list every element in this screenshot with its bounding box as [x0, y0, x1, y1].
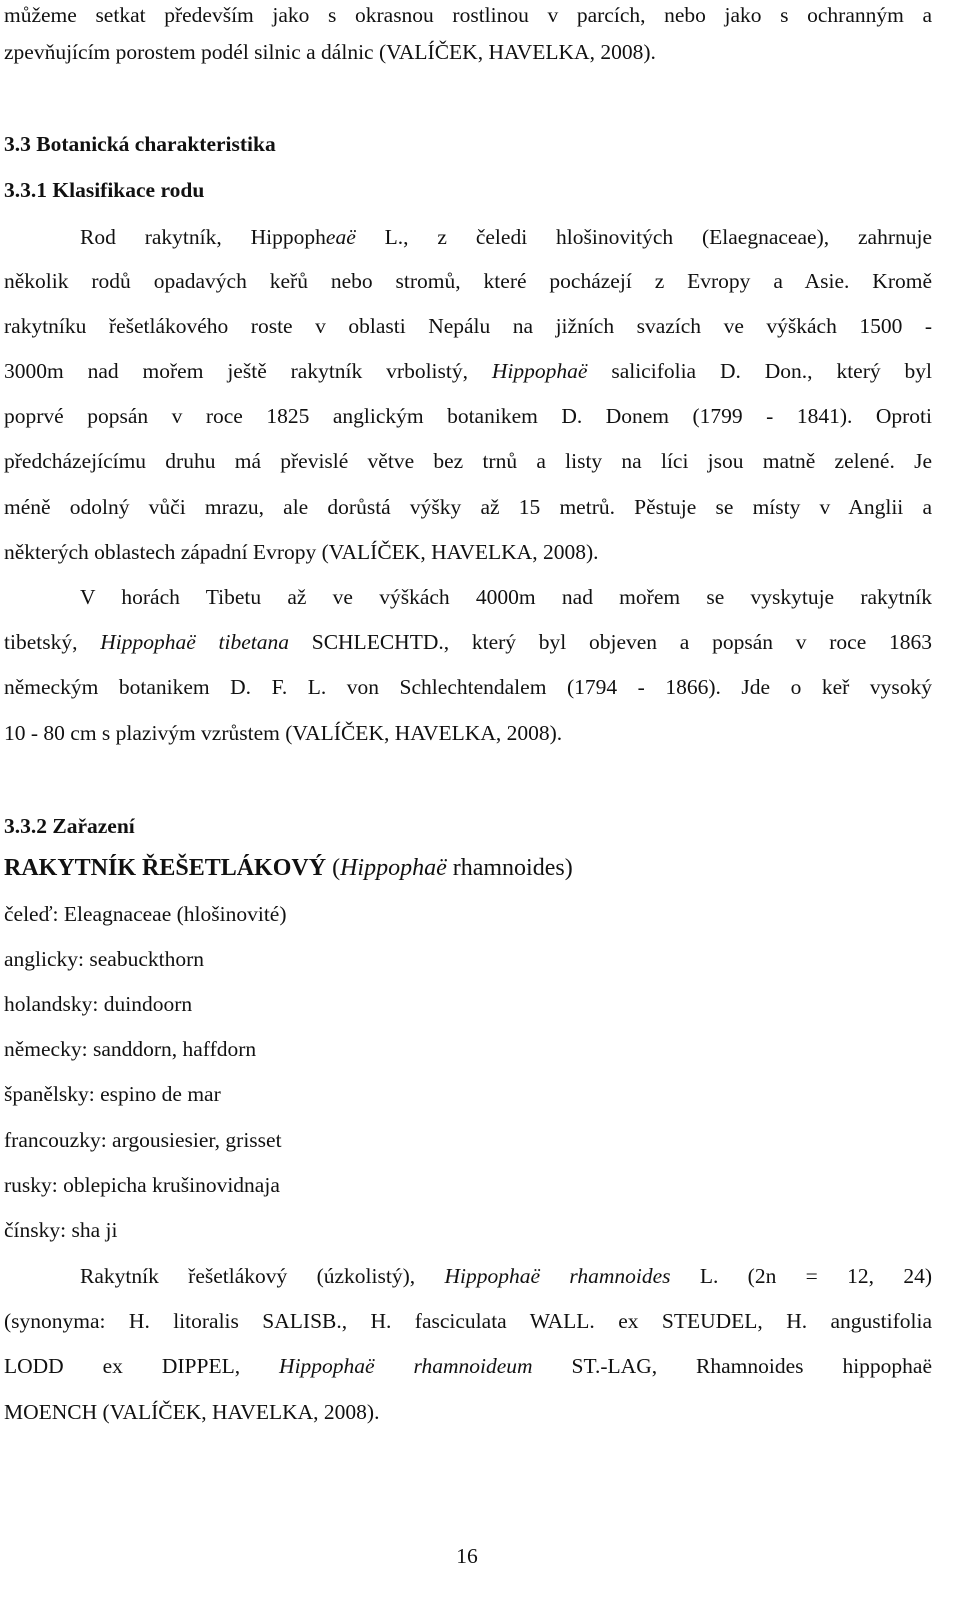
intro-line-1: můžeme setkat především jako s okrasnou rostlinou v parcích, nebo jako s ochranným a [4, 3, 932, 27]
name-chinese: čínsky: sha ji [4, 1218, 118, 1242]
para2-line-4: 10 - 80 cm s plazivým vzrůstem (VALÍČEK, HAVELKA, 2008). [4, 721, 563, 745]
para3-line-2: (synonyma: H. litoralis SALISB., H. fasciculata WALL. ex STEUDEL, H. angustifolia [4, 1309, 932, 1333]
para1-line-7: méně odolný vůči mrazu, ale dorůstá výšky až 15 metrů. Pěstuje se místy v Anglii a [4, 495, 932, 519]
subsection-heading-klasifikace: 3.3.1 Klasifikace rodu [4, 178, 205, 202]
para3-line-3: LODD ex DIPPEL, Hippophaë rhamnoideum ST.-LAG, Rhamnoides hippophaë [4, 1354, 933, 1378]
para1-line-5: poprvé popsán v roce 1825 anglickým botanikem D. Donem (1799 - 1841). Oproti [4, 404, 932, 428]
para1-line-4: 3000m nad mořem ještě rakytník vrbolistý, Hippophaë salicifolia D. Don., který byl [4, 359, 932, 383]
subsection-heading-zarazeni: 3.3.2 Zařazení [4, 814, 135, 838]
name-dutch: holandsky: duindoorn [4, 992, 193, 1016]
para3-line-4: MOENCH (VALÍČEK, HAVELKA, 2008). [4, 1400, 380, 1424]
para2-line-1: V horách Tibetu až ve výškách 4000m nad mořem se vyskytuje rakytník [80, 585, 932, 609]
species-title: RAKYTNÍK ŘEŠETLÁKOVÝ (Hippophaë rhamnoides) [4, 855, 573, 881]
para1-line-1: Rod rakytník, Hippopheaë L., z čeledi hlošinovitých (Elaegnaceae), zahrnuje [80, 225, 932, 249]
name-spanish: španělsky: espino de mar [4, 1082, 221, 1106]
name-english: anglicky: seabuckthorn [4, 947, 205, 971]
page-number: 16 [456, 1544, 478, 1568]
name-russian: rusky: oblepicha krušinovidnaja [4, 1173, 280, 1197]
intro-line-2: zpevňujícím porostem podél silnic a dálnic (VALÍČEK, HAVELKA, 2008). [4, 40, 656, 64]
para2-line-3: německým botanikem D. F. L. von Schlechtendalem (1794 - 1866). Jde o keř vysoký [4, 675, 932, 699]
para3-line-1: Rakytník řešetlákový (úzkolistý), Hippophaë rhamnoides L. (2n = 12, 24) [80, 1264, 933, 1288]
name-family: čeleď: Eleagnaceae (hlošinovité) [4, 902, 287, 926]
name-german: německy: sanddorn, haffdorn [4, 1037, 257, 1061]
para1-line-2: několik rodů opadavých keřů nebo stromů, které pocházejí z Evropy a Asie. Kromě [4, 269, 932, 293]
para2-line-2: tibetský, Hippophaë tibetana SCHLECHTD., který byl objeven a popsán v roce 1863 [4, 630, 932, 654]
name-french: francouzky: argousiesier, grisset [4, 1128, 282, 1152]
para1-line-6: předcházejícímu druhu má převislé větve bez trnů a listy na líci jsou matně zelené. Je [4, 449, 932, 473]
para1-line-8: některých oblastech západní Evropy (VALÍČEK, HAVELKA, 2008). [4, 540, 599, 564]
section-heading-botanicka: 3.3 Botanická charakteristika [4, 132, 276, 156]
para1-line-3: rakytníku řešetlákového roste v oblasti Nepálu na jižních svazích ve výškách 1500 - [4, 314, 932, 338]
